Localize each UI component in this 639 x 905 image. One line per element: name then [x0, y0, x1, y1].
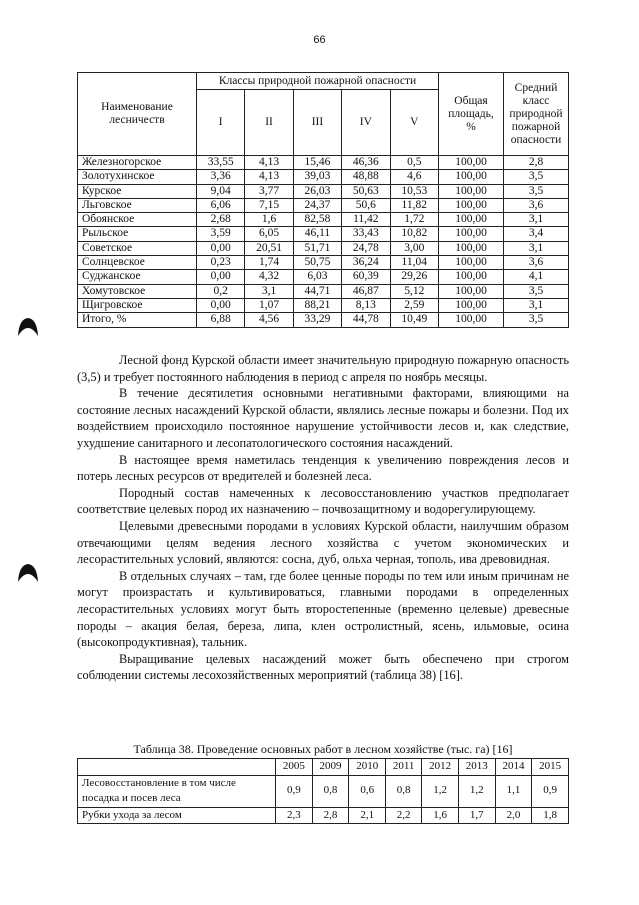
class-share-cell: 2,68: [197, 213, 245, 227]
total-area-cell: 100,00: [439, 213, 504, 227]
total-area-cell: 100,00: [439, 170, 504, 184]
class-share-cell: 10,49: [390, 313, 439, 327]
work-value-cell: 1,6: [422, 807, 459, 824]
table-row: [78, 775, 569, 807]
class-share-cell: 46,11: [293, 227, 341, 241]
total-area-cell: 100,00: [439, 156, 504, 170]
total-area-cell: 100,00: [439, 270, 504, 284]
forestry-name: Советское: [78, 241, 197, 255]
table-row: [78, 298, 569, 312]
page-number: 66: [313, 34, 326, 46]
forestry-name: Рыльское: [78, 227, 197, 241]
class-share-cell: 39,03: [293, 170, 341, 184]
paragraph: Целевыми древесными породами в условиях Курской области, наилучшим образом отвечающими целям ведения лесного хозяйства с учетом экономических и лесорастительных условий, являются: сосна, дуб, ольха черная, тополь, ива древовидная.: [77, 518, 569, 567]
class-share-cell: 6,05: [245, 227, 293, 241]
class-share-cell: 0,23: [197, 256, 245, 270]
avg-class-cell: 3,4: [504, 227, 569, 241]
class-share-cell: 0,2: [197, 284, 245, 298]
forestry-works-header-row: [78, 759, 569, 776]
avg-class-cell: 3,5: [504, 184, 569, 198]
class-share-cell: 51,71: [293, 241, 341, 255]
work-value-cell: 1,2: [458, 775, 495, 807]
table-38-caption: Таблица 38. Проведение основных работ в лесном хозяйстве (тыс. га) [16]: [133, 742, 513, 756]
header-class: V: [390, 90, 439, 156]
class-share-cell: 4,32: [245, 270, 293, 284]
class-share-cell: 0,00: [197, 241, 245, 255]
work-value-cell: 0,6: [349, 775, 386, 807]
class-share-cell: 3,59: [197, 227, 245, 241]
total-area-cell: 100,00: [439, 227, 504, 241]
table-row: [78, 807, 569, 824]
work-value-cell: 0,9: [276, 775, 313, 807]
header-class: IV: [342, 90, 390, 156]
body-text: [77, 352, 569, 684]
paragraph: В отдельных случаях – там, где более ценные породы по тем или иным причинам не могут произрастать и культивироваться, главными породами в определенных лесорастительных условиях могут быть второстепенные (временно целевые) древесные породы – акация белая, береза, липа, клен остролистный, ясень, ильмовые, осина (высокопродуктивная), тальник.: [77, 568, 569, 650]
work-value-cell: 2,0: [495, 807, 532, 824]
class-share-cell: 0,00: [197, 270, 245, 284]
forestry-name: Курское: [78, 184, 197, 198]
table-row: [78, 313, 569, 327]
forestry-name: Суджанское: [78, 270, 197, 284]
class-share-cell: 44,78: [342, 313, 390, 327]
class-share-cell: 7,15: [245, 198, 293, 212]
avg-class-cell: 3,6: [504, 198, 569, 212]
class-share-cell: 15,46: [293, 156, 341, 170]
work-value-cell: 0,9: [532, 775, 569, 807]
year-header: 2005: [276, 759, 313, 776]
header-classes: Классы природной пожарной опасности: [197, 73, 439, 90]
forestry-name: Обоянское: [78, 213, 197, 227]
table-row: [78, 213, 569, 227]
class-share-cell: 6,06: [197, 198, 245, 212]
avg-class-cell: 3,6: [504, 256, 569, 270]
class-share-cell: 50,6: [342, 198, 390, 212]
header-class: I: [197, 90, 245, 156]
header-class: III: [293, 90, 341, 156]
forestry-name: Хомутовское: [78, 284, 197, 298]
work-type-label: Лесовосстановление в том числе посадка и посев леса: [78, 775, 276, 807]
header-class: II: [245, 90, 293, 156]
year-header: 2011: [386, 759, 422, 776]
punch-hole-mark: [17, 316, 39, 338]
class-share-cell: 1,74: [245, 256, 293, 270]
class-share-cell: 2,59: [390, 298, 439, 312]
punch-hole-mark: [17, 562, 39, 584]
paragraph: В настоящее время наметилась тенденция к увеличению повреждения лесов и потерь лесных ресурсов от вредителей и болезней леса.: [77, 452, 569, 484]
class-share-cell: 3,00: [390, 241, 439, 255]
class-share-cell: 24,37: [293, 198, 341, 212]
work-value-cell: 1,8: [532, 807, 569, 824]
class-share-cell: 29,26: [390, 270, 439, 284]
work-value-cell: 2,8: [312, 807, 349, 824]
class-share-cell: 46,36: [342, 156, 390, 170]
class-share-cell: 36,24: [342, 256, 390, 270]
class-share-cell: 9,04: [197, 184, 245, 198]
work-value-cell: 2,1: [349, 807, 386, 824]
avg-class-cell: 3,5: [504, 284, 569, 298]
paragraph: В течение десятилетия основными негативными факторами, влияющими на состояние лесных насаждений Курской области, являлись лесные пожары и болезни. Под их воздействием происходило постоянное нарушение устойчивости лесов и, как следствие, ухудшение санитарного и лесопатологического состояния насаждений.: [77, 386, 569, 450]
avg-class-cell: 3,5: [504, 313, 569, 327]
year-header: 2009: [312, 759, 349, 776]
total-area-cell: 100,00: [439, 198, 504, 212]
class-share-cell: 5,12: [390, 284, 439, 298]
class-share-cell: 50,75: [293, 256, 341, 270]
class-share-cell: 33,29: [293, 313, 341, 327]
class-share-cell: 11,04: [390, 256, 439, 270]
table-row: [78, 170, 569, 184]
table-row: [78, 270, 569, 284]
work-value-cell: 0,8: [312, 775, 349, 807]
total-area-cell: 100,00: [439, 241, 504, 255]
avg-class-cell: 3,5: [504, 170, 569, 184]
class-share-cell: 0,00: [197, 298, 245, 312]
forestry-name: Итого, %: [78, 313, 197, 327]
class-share-cell: 10,53: [390, 184, 439, 198]
forestry-name: Золотухинское: [78, 170, 197, 184]
class-share-cell: 24,78: [342, 241, 390, 255]
forestry-name: Железногорское: [78, 156, 197, 170]
forestry-name: Солнцевское: [78, 256, 197, 270]
fire-danger-table: [77, 72, 569, 328]
class-share-cell: 1,6: [245, 213, 293, 227]
work-value-cell: 0,8: [386, 775, 422, 807]
table-row: [78, 241, 569, 255]
class-share-cell: 4,13: [245, 156, 293, 170]
year-header: 2014: [495, 759, 532, 776]
class-share-cell: 20,51: [245, 241, 293, 255]
table-row: [78, 227, 569, 241]
class-share-cell: 11,82: [390, 198, 439, 212]
class-share-cell: 6,03: [293, 270, 341, 284]
class-share-cell: 60,39: [342, 270, 390, 284]
class-share-cell: 8,13: [342, 298, 390, 312]
table-row: [78, 256, 569, 270]
table-row: [78, 184, 569, 198]
total-area-cell: 100,00: [439, 284, 504, 298]
fire-danger-table-body: [78, 156, 569, 328]
table-row: [78, 198, 569, 212]
class-share-cell: 0,5: [390, 156, 439, 170]
table-row: [78, 156, 569, 170]
header-name: Наименование лесничеств: [78, 73, 197, 156]
class-share-cell: 4,13: [245, 170, 293, 184]
class-share-cell: 48,88: [342, 170, 390, 184]
table-row: [78, 284, 569, 298]
forestry-name: Щигровское: [78, 298, 197, 312]
class-share-cell: 10,82: [390, 227, 439, 241]
work-type-label: Рубки ухода за лесом: [78, 807, 276, 824]
empty-header-cell: [78, 759, 276, 776]
year-header: 2012: [422, 759, 459, 776]
class-share-cell: 4,6: [390, 170, 439, 184]
class-share-cell: 33,55: [197, 156, 245, 170]
class-share-cell: 26,03: [293, 184, 341, 198]
class-share-cell: 33,43: [342, 227, 390, 241]
work-value-cell: 1,7: [458, 807, 495, 824]
class-share-cell: 82,58: [293, 213, 341, 227]
class-share-cell: 3,77: [245, 184, 293, 198]
work-value-cell: 1,2: [422, 775, 459, 807]
class-share-cell: 11,42: [342, 213, 390, 227]
header-area: Общая площадь, %: [439, 73, 504, 156]
work-value-cell: 1,1: [495, 775, 532, 807]
total-area-cell: 100,00: [439, 256, 504, 270]
total-area-cell: 100,00: [439, 313, 504, 327]
forestry-name: Льговское: [78, 198, 197, 212]
forestry-works-table-body: [78, 775, 569, 824]
class-share-cell: 1,72: [390, 213, 439, 227]
class-share-cell: 6,88: [197, 313, 245, 327]
avg-class-cell: 3,1: [504, 213, 569, 227]
year-header: 2013: [458, 759, 495, 776]
work-value-cell: 2,3: [276, 807, 313, 824]
class-share-cell: 88,21: [293, 298, 341, 312]
year-header: 2010: [349, 759, 386, 776]
work-value-cell: 2,2: [386, 807, 422, 824]
class-share-cell: 3,36: [197, 170, 245, 184]
class-share-cell: 44,71: [293, 284, 341, 298]
avg-class-cell: 2,8: [504, 156, 569, 170]
avg-class-cell: 3,1: [504, 298, 569, 312]
total-area-cell: 100,00: [439, 184, 504, 198]
avg-class-cell: 4,1: [504, 270, 569, 284]
header-avg-class: Средний класс природной пожарной опасности: [504, 73, 569, 156]
avg-class-cell: 3,1: [504, 241, 569, 255]
class-share-cell: 3,1: [245, 284, 293, 298]
total-area-cell: 100,00: [439, 298, 504, 312]
paragraph: Лесной фонд Курской области имеет значительную природную пожарную опасность (3,5) и требует постоянного наблюдения в период с апреля по ноябрь месяцы.: [77, 353, 569, 384]
class-share-cell: 4,56: [245, 313, 293, 327]
year-header: 2015: [532, 759, 569, 776]
class-share-cell: 1,07: [245, 298, 293, 312]
forestry-works-table: [77, 758, 569, 824]
paragraph: Выращивание целевых насаждений может быть обеспечено при строгом соблюдении системы лесохозяйственных мероприятий (таблица 38) [16].: [77, 651, 569, 683]
class-share-cell: 50,63: [342, 184, 390, 198]
class-share-cell: 46,87: [342, 284, 390, 298]
paragraph: Породный состав намеченных к лесовосстановлению участков предполагает соответствие целевых пород их назначению – почвозащитному и водорегулирующему.: [77, 485, 569, 517]
